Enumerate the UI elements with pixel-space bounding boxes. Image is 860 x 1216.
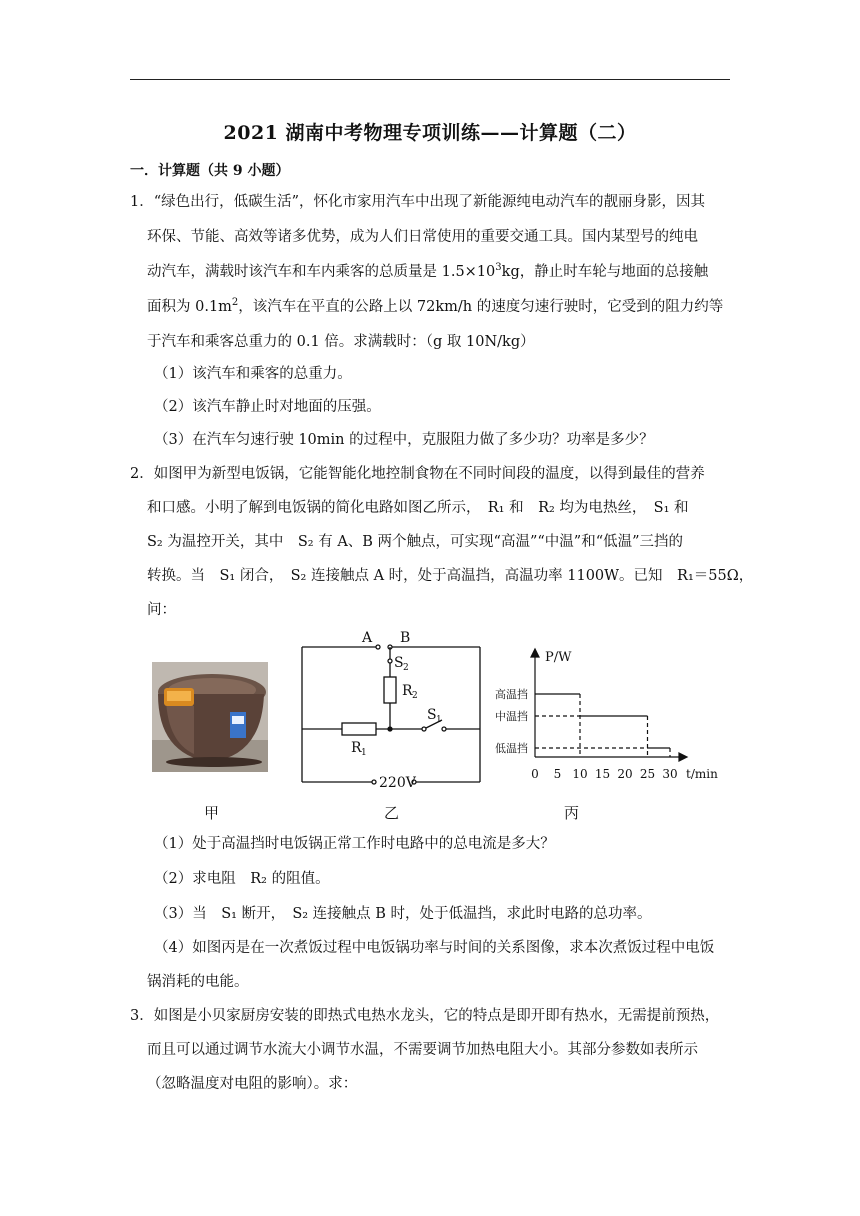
figure-yi-label: 乙: [384, 804, 400, 822]
s2-sub: 2: [403, 663, 409, 673]
level-mid-label: 中温挡: [495, 710, 528, 723]
q1-sub-1: （1）该汽车和乘客的总重力。: [154, 366, 352, 382]
q1-line-3a: 动汽车，满载时该汽车和车内乘客的总质量是 1.5×10: [147, 264, 496, 280]
q1-line-4a: 面积为 0.1m: [147, 299, 232, 315]
contact-a-label: A: [362, 630, 373, 646]
x-tick-label: 10: [572, 767, 588, 781]
q2-line-1: 2．如图甲为新型电饭锅，它能智能化地控制食物在不同时间段的温度，以得到最佳的营养: [130, 466, 705, 482]
x-tick-label: 0: [531, 767, 539, 781]
q2-line-5: 问：: [147, 602, 176, 618]
q1-line-1: 1．“绿色出行，低碳生活”，怀化市家用汽车中出现了新能源纯电动汽车的靓丽身影，因其: [130, 194, 706, 210]
q1-line-2: 环保、节能、高效等诸多优势，成为人们日常使用的重要交通工具。国内某型号的纯电: [147, 229, 698, 245]
q2-sub-4-cont: 锅消耗的电能。: [147, 974, 249, 990]
circuit-diagram: [290, 625, 490, 799]
figure-jia-label: 甲: [204, 804, 220, 822]
s1-sub: 1: [436, 715, 442, 725]
r2-sub: 2: [412, 691, 418, 701]
q2-sub-4: （4）如图丙是在一次煮饭过程中电饭锅功率与时间的关系图像，求本次煮饭过程中电饭: [154, 940, 715, 956]
voltage-label: 220V: [379, 775, 416, 791]
q1-exp-3: 3: [495, 262, 502, 274]
level-high-label: 高温挡: [495, 688, 528, 701]
r1-label: R: [351, 740, 362, 756]
header-rule: [130, 79, 730, 80]
section-heading: 一．计算题（共 9 小题）: [130, 163, 290, 179]
level-low-label: 低温挡: [495, 742, 528, 755]
q2-sub-2: （2）求电阻 R₂ 的阻值。: [154, 871, 330, 887]
x-tick-label: 20: [617, 767, 633, 781]
x-tick-label: 15: [594, 767, 611, 781]
q3-line-2: 而且可以通过调节水流大小调节水温，不需要调节加热电阻大小。其部分参数如表所示: [147, 1042, 698, 1058]
q2-sub-3: （3）当 S₁ 断开， S₂ 连接触点 B 时，处于低温挡，求此时电路的总功率。: [154, 906, 652, 922]
x-tick-label: 5: [553, 767, 562, 781]
r1-sub: 1: [361, 748, 367, 758]
s2-label: S: [394, 655, 404, 671]
q1-line-5: 于汽车和乘客总重力的 0.1 倍。求满载时：（g 取 10N/kg）: [147, 334, 535, 350]
q1-exp-2: 2: [231, 297, 239, 309]
q2-sub-1: （1）处于高温挡时电饭锅正常工作时电路中的总电流是多大？: [154, 836, 555, 852]
q3-line-3: （忽略温度对电阻的影响）。求：: [147, 1076, 358, 1092]
graph-ylabel: P/W: [545, 650, 572, 665]
q2-line-2: 和口感。小明了解到电饭锅的简化电路如图乙所示， R₁ 和 R₂ 均为电热丝， S₁ 和: [147, 500, 689, 516]
page-title: 2021 湖南中考物理专项训练——计算题（二）: [223, 122, 637, 144]
x-tick-label: 30: [662, 767, 678, 781]
q1-line-3: [147, 260, 708, 281]
q2-line-3: S₂ 为温控开关，其中 S₂ 有 A、B 两个触点，可实现“高温”“中温”和“低温”三挡的: [147, 534, 684, 550]
figure-bing-label: 丙: [564, 804, 580, 822]
s1-label: S: [427, 707, 437, 723]
q1-sub-2: （2）该汽车静止时对地面的压强。: [154, 399, 381, 415]
q1-sub-3: （3）在汽车匀速行驶 10min 的过程中，克服阻力做了多少功？功率是多少？: [154, 432, 654, 448]
q2-line-4: 转换。当 S₁ 闭合， S₂ 连接触点 A 时，处于高温挡，高温功率 1100W。已知 R₁＝55Ω，: [147, 568, 754, 584]
graph-xlabel: t/min: [686, 767, 718, 781]
power-time-graph: [490, 645, 720, 789]
q1-line-3b: kg，静止时车轮与地面的总接触: [501, 264, 709, 280]
q1-line-4b: ，该汽车在平直的公路上以 72km/h 的速度匀速行驶时，它受到的阻力约等: [238, 299, 724, 315]
r2-label: R: [402, 683, 413, 699]
x-tick-label: 25: [639, 767, 656, 781]
q1-line-4: [147, 295, 723, 316]
contact-b-label: B: [400, 630, 411, 646]
rice-cooker-photo: [152, 662, 268, 776]
q3-line-1: 3．如图是小贝家厨房安装的即热式电热水龙头，它的特点是即开即有热水，无需提前预热，: [130, 1008, 720, 1024]
